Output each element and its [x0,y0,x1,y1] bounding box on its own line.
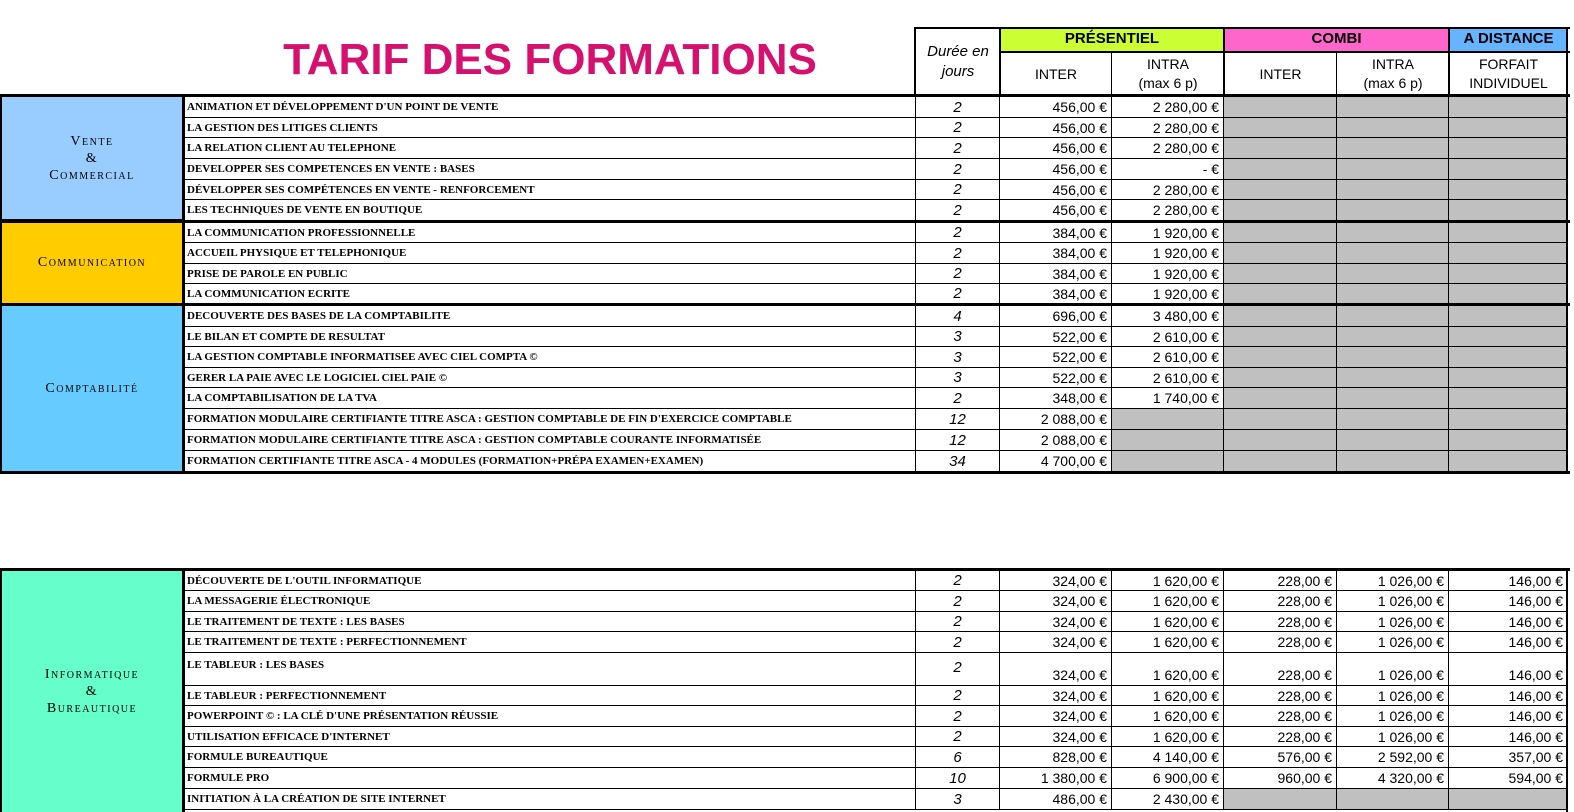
table-row [184,284,1568,304]
combi-intra-price [1337,180,1449,200]
combi-inter-price [1224,409,1337,430]
formation-name: FORMATION MODULAIRE CERTIFIANTE TITRE ASCA : GESTION COMPTABLE DE FIN D'EXERCICE COMPTABLE [184,409,916,430]
duree-cell: 2 [916,200,1000,221]
table-row [184,138,1568,159]
duree-cell: 2 [916,223,1000,243]
presentiel-inter-price: 348,00 € [1000,388,1112,409]
distance-forfait-price [1449,264,1568,284]
header-border-v2 [1111,53,1112,95]
header-combi-inter [1224,53,1337,95]
duree-cell: 2 [916,727,1000,747]
presentiel-intra-price: 1 920,00 € [1112,223,1224,243]
combi-intra-price: 2 592,00 € [1337,747,1449,768]
duree-cell: 3 [916,789,1000,810]
combi-inter-price [1224,200,1337,221]
table-row [184,612,1568,632]
header-combi-intra [1337,53,1449,95]
formation-name: FORMATION CERTIFIANTE TITRE ASCA - 4 MODULES (FORMATION+PRÉPA EXAMEN+EXAMEN) [184,451,916,472]
table-row [184,159,1568,180]
presentiel-intra-price: 1 620,00 € [1112,653,1224,686]
duree-cell: 12 [916,430,1000,451]
header-duree [916,29,1000,95]
distance-forfait-price [1449,789,1568,810]
combi-intra-price [1337,451,1449,472]
formation-name: LA COMPTABILISATION DE LA TVA [184,388,916,409]
table-row [184,789,1568,810]
presentiel-intra-price: 1 620,00 € [1112,632,1224,653]
presentiel-intra-price: 1 620,00 € [1112,706,1224,727]
distance-forfait-price [1449,388,1568,409]
table2-name-border [183,569,185,812]
distance-forfait-price: 594,00 € [1449,768,1568,789]
combi-inter-price: 228,00 € [1224,591,1337,612]
table-row [184,347,1568,368]
combi-intra-price [1337,789,1449,810]
formation-name: LE BILAN ET COMPTE DE RESULTAT [184,327,916,347]
combi-intra-price [1337,223,1449,243]
duree-cell: 2 [916,180,1000,200]
formation-name: FORMULE PRO [184,768,916,789]
combi-inter-price [1224,223,1337,243]
distance-forfait-price [1449,284,1568,304]
table-row [184,768,1568,789]
combi-inter-price [1224,388,1337,409]
combi-intra-price [1337,138,1449,159]
formation-name: PRISE DE PAROLE EN PUBLIC [184,264,916,284]
presentiel-intra-price: 2 280,00 € [1112,138,1224,159]
formation-name: LE TRAITEMENT DE TEXTE : PERFECTIONNEMENT [184,632,916,653]
combi-inter-price [1224,180,1337,200]
distance-forfait-price [1449,138,1568,159]
combi-intra-price [1337,243,1449,264]
formation-name: UTILISATION EFFICACE D'INTERNET [184,727,916,747]
presentiel-inter-price: 486,00 € [1000,789,1112,810]
presentiel-inter-price: 324,00 € [1000,571,1112,591]
combi-intra-price [1337,388,1449,409]
combi-inter-price: 228,00 € [1224,727,1337,747]
presentiel-inter-price: 324,00 € [1000,591,1112,612]
formation-name: INITIATION À LA CRÉATION DE SITE INTERNET [184,789,916,810]
presentiel-inter-price: 324,00 € [1000,706,1112,727]
table-row [184,409,1568,430]
presentiel-inter-price: 4 700,00 € [1000,451,1112,472]
presentiel-intra-price: - € [1112,159,1224,180]
combi-intra-price [1337,264,1449,284]
distance-forfait-price [1449,451,1568,472]
combi-inter-price [1224,284,1337,304]
table1-top-border [0,94,1570,97]
table-row [184,747,1568,768]
combi-inter-price [1224,243,1337,264]
presentiel-intra-price: 2 610,00 € [1112,347,1224,368]
table-row [184,368,1568,388]
table-row [184,727,1568,747]
table-row [184,653,1568,686]
presentiel-inter-price: 456,00 € [1000,200,1112,221]
header-border-v5 [1448,27,1450,95]
duree-cell: 2 [916,138,1000,159]
duree-cell: 2 [916,264,1000,284]
header-border-mid [1000,51,1570,53]
combi-intra-price: 1 026,00 € [1337,727,1449,747]
category-communication-l1: Communication [37,254,147,270]
category-vente-l2: & [85,150,99,166]
formation-name: LE TABLEUR : PERFECTIONNEMENT [184,686,916,706]
formation-name: LA COMMUNICATION ECRITE [184,284,916,304]
presentiel-inter-price: 384,00 € [1000,284,1112,304]
duree-cell: 2 [916,653,1000,686]
distance-forfait-price: 146,00 € [1449,571,1568,591]
header-distance-label: A DISTANCE [1463,30,1554,47]
presentiel-intra-price [1112,451,1224,472]
formation-name: LA MESSAGERIE ÉLECTRONIQUE [184,591,916,612]
header-presentiel-inter [1000,53,1112,95]
combi-intra-price: 1 026,00 € [1337,686,1449,706]
table1-right-border [1566,95,1568,473]
presentiel-inter-price: 324,00 € [1000,653,1112,686]
formation-name: LE TABLEUR : LES BASES [184,653,916,686]
distance-forfait-price: 146,00 € [1449,653,1568,686]
presentiel-intra-price: 1 920,00 € [1112,264,1224,284]
presentiel-intra-price [1112,430,1224,451]
category-informatique-l2: & [85,684,99,699]
combi-intra-price: 4 320,00 € [1337,768,1449,789]
combi-inter-price: 228,00 € [1224,571,1337,591]
duree-cell: 3 [916,327,1000,347]
header-intra-max: (max 6 p) [1138,75,1198,91]
category-vente-l3: Commercial [49,167,135,183]
presentiel-inter-price: 324,00 € [1000,727,1112,747]
header-individuel-label: INDIVIDUEL [1469,75,1548,91]
header-intra-max: (max 6 p) [1363,75,1423,91]
combi-inter-price: 228,00 € [1224,632,1337,653]
presentiel-intra-price: 2 280,00 € [1112,180,1224,200]
header-forfait-label: FORFAIT [1478,56,1539,72]
combi-inter-price [1224,347,1337,368]
presentiel-intra-price: 1 620,00 € [1112,571,1224,591]
combi-intra-price: 1 026,00 € [1337,591,1449,612]
table-row [184,591,1568,612]
category-vente-l1: Vente [70,133,114,149]
header-distance-forfait [1449,53,1568,95]
duree-cell: 3 [916,368,1000,388]
header-border-right [1566,27,1568,95]
combi-inter-price [1224,264,1337,284]
presentiel-inter-price: 2 088,00 € [1000,409,1112,430]
presentiel-intra-price: 2 280,00 € [1112,118,1224,138]
header-distance [1449,29,1568,51]
formation-name: LA GESTION COMPTABLE INFORMATISEE AVEC CIEL COMPTA © [184,347,916,368]
presentiel-inter-price: 456,00 € [1000,159,1112,180]
formation-name: DÉCOUVERTE DE L'OUTIL INFORMATIQUE [184,571,916,591]
table-row [184,430,1568,451]
combi-inter-price [1224,451,1337,472]
combi-inter-price: 228,00 € [1224,612,1337,632]
presentiel-inter-price: 828,00 € [1000,747,1112,768]
duree-cell: 2 [916,118,1000,138]
category-informatique [0,569,184,812]
combi-intra-price: 1 026,00 € [1337,653,1449,686]
header-duree-label: Durée en jours [927,43,989,80]
formation-name: DÉVELOPPER SES COMPÉTENCES EN VENTE - RENFORCEMENT [184,180,916,200]
table-row [184,451,1568,472]
combi-inter-price [1224,159,1337,180]
presentiel-intra-price: 1 620,00 € [1112,591,1224,612]
duree-cell: 2 [916,159,1000,180]
combi-intra-price: 1 026,00 € [1337,612,1449,632]
duree-cell: 2 [916,97,1000,118]
combi-intra-price [1337,159,1449,180]
distance-forfait-price [1449,159,1568,180]
duree-cell: 10 [916,768,1000,789]
presentiel-inter-price: 324,00 € [1000,686,1112,706]
combi-inter-price: 228,00 € [1224,706,1337,727]
page-title: TARIF DES FORMATIONS [283,35,817,84]
combi-intra-price: 1 026,00 € [1337,706,1449,727]
formation-name: GERER LA PAIE AVEC LE LOGICIEL CIEL PAIE © [184,368,916,388]
formation-name: ANIMATION ET DÉVELOPPEMENT D'UN POINT DE VENTE [184,97,916,118]
header-border-left [914,27,916,95]
presentiel-intra-price: 6 900,00 € [1112,768,1224,789]
duree-cell: 6 [916,747,1000,768]
combi-inter-price [1224,138,1337,159]
presentiel-inter-price: 384,00 € [1000,264,1112,284]
duree-cell: 2 [916,706,1000,727]
table1-name-border [183,95,185,473]
category-communication [0,221,184,305]
distance-forfait-price: 146,00 € [1449,706,1568,727]
distance-forfait-price [1449,368,1568,388]
combi-inter-price [1224,430,1337,451]
distance-forfait-price [1449,97,1568,118]
header-combi-label: COMBI [1311,30,1362,47]
presentiel-intra-price: 1 620,00 € [1112,727,1224,747]
presentiel-inter-price: 324,00 € [1000,632,1112,653]
table-row [184,180,1568,200]
table-row [184,706,1568,727]
combi-intra-price [1337,306,1449,327]
category-informatique-l3: Bureautique [46,701,138,716]
distance-forfait-price: 146,00 € [1449,686,1568,706]
distance-forfait-price: 146,00 € [1449,612,1568,632]
duree-cell: 2 [916,571,1000,591]
duree-cell: 2 [916,591,1000,612]
duree-cell: 2 [916,632,1000,653]
header-border-v3 [1223,27,1225,95]
duree-cell: 2 [916,612,1000,632]
header-intra-label: INTRA [1147,56,1189,72]
sep-communication-comptabilite [0,303,1570,306]
formation-name: LA RELATION CLIENT AU TELEPHONE [184,138,916,159]
presentiel-inter-price: 522,00 € [1000,327,1112,347]
presentiel-intra-price: 2 610,00 € [1112,327,1224,347]
combi-inter-price [1224,118,1337,138]
presentiel-inter-price: 456,00 € [1000,138,1112,159]
combi-intra-price [1337,118,1449,138]
header-intra-label: INTRA [1372,56,1414,72]
formation-name: LES TECHNIQUES DE VENTE EN BOUTIQUE [184,200,916,221]
combi-inter-price [1224,306,1337,327]
presentiel-inter-price: 324,00 € [1000,612,1112,632]
table-row [184,327,1568,347]
presentiel-intra-price: 2 610,00 € [1112,368,1224,388]
combi-intra-price [1337,97,1449,118]
presentiel-intra-price: 1 920,00 € [1112,284,1224,304]
duree-cell: 2 [916,686,1000,706]
sep-vente-communication [0,220,1570,223]
distance-forfait-price: 146,00 € [1449,632,1568,653]
presentiel-inter-price: 522,00 € [1000,368,1112,388]
table-row [184,571,1568,591]
table1-bottom-border [0,471,1570,474]
distance-forfait-price [1449,409,1568,430]
combi-inter-price: 228,00 € [1224,653,1337,686]
distance-forfait-price [1449,306,1568,327]
header-border-top [914,27,1570,29]
distance-forfait-price [1449,327,1568,347]
table-row [184,264,1568,284]
header-combi [1224,29,1449,51]
duree-cell: 2 [916,284,1000,304]
category-vente [0,95,184,221]
presentiel-inter-price: 522,00 € [1000,347,1112,368]
combi-inter-price [1224,97,1337,118]
table2-right-border [1566,569,1568,812]
combi-inter-price [1224,789,1337,810]
distance-forfait-price [1449,118,1568,138]
header-border-v1 [999,27,1001,95]
combi-inter-price: 960,00 € [1224,768,1337,789]
header-presentiel-label: PRÉSENTIEL [1064,30,1160,47]
formation-name: LA COMMUNICATION PROFESSIONNELLE [184,223,916,243]
header-border-v4 [1336,53,1337,95]
table-row [184,118,1568,138]
duree-cell: 2 [916,243,1000,264]
category-comptabilite-l1: Comptabilité [45,381,139,396]
presentiel-inter-price: 1 380,00 € [1000,768,1112,789]
formation-name: FORMATION MODULAIRE CERTIFIANTE TITRE ASCA : GESTION COMPTABLE COURANTE INFORMATISÉE [184,430,916,451]
header-inter-label: INTER [1259,65,1302,82]
presentiel-intra-price: 1 920,00 € [1112,243,1224,264]
table2-top-border [0,568,1570,571]
combi-intra-price [1337,200,1449,221]
distance-forfait-price: 146,00 € [1449,727,1568,747]
presentiel-intra-price: 4 140,00 € [1112,747,1224,768]
presentiel-inter-price: 696,00 € [1000,306,1112,327]
formation-name: POWERPOINT © : LA CLÉ D'UNE PRÉSENTATION RÉUSSIE [184,706,916,727]
distance-forfait-price: 357,00 € [1449,747,1568,768]
presentiel-intra-price: 2 430,00 € [1112,789,1224,810]
formation-name: DECOUVERTE DES BASES DE LA COMPTABILITE [184,306,916,327]
table-row [184,686,1568,706]
distance-forfait-price: 146,00 € [1449,591,1568,612]
table-row [184,388,1568,409]
duree-cell: 34 [916,451,1000,472]
presentiel-inter-price: 456,00 € [1000,118,1112,138]
presentiel-inter-price: 456,00 € [1000,97,1112,118]
presentiel-intra-price: 2 280,00 € [1112,97,1224,118]
combi-intra-price [1337,430,1449,451]
combi-inter-price [1224,368,1337,388]
formation-name: LA GESTION DES LITIGES CLIENTS [184,118,916,138]
formation-name: ACCUEIL PHYSIQUE ET TELEPHONIQUE [184,243,916,264]
combi-intra-price [1337,368,1449,388]
presentiel-intra-price: 3 480,00 € [1112,306,1224,327]
table-row [184,200,1568,221]
header-presentiel [1000,29,1224,51]
table-row [184,97,1568,118]
combi-inter-price [1224,327,1337,347]
table-row [184,632,1568,653]
header-presentiel-intra [1112,53,1224,95]
distance-forfait-price [1449,223,1568,243]
combi-intra-price [1337,347,1449,368]
distance-forfait-price [1449,200,1568,221]
formation-name: FORMULE BUREAUTIQUE [184,747,916,768]
distance-forfait-price [1449,180,1568,200]
distance-forfait-price [1449,430,1568,451]
table-row [184,243,1568,264]
duree-cell: 12 [916,409,1000,430]
presentiel-intra-price: 1 620,00 € [1112,686,1224,706]
combi-intra-price [1337,327,1449,347]
combi-inter-price: 576,00 € [1224,747,1337,768]
presentiel-inter-price: 456,00 € [1000,180,1112,200]
formation-name: DEVELOPPER SES COMPETENCES EN VENTE : BASES [184,159,916,180]
presentiel-intra-price: 1 740,00 € [1112,388,1224,409]
formation-name: LE TRAITEMENT DE TEXTE : LES BASES [184,612,916,632]
presentiel-intra-price: 2 280,00 € [1112,200,1224,221]
distance-forfait-price [1449,347,1568,368]
distance-forfait-price [1449,243,1568,264]
combi-intra-price [1337,409,1449,430]
table-row [184,306,1568,327]
category-comptabilite [0,305,184,474]
presentiel-intra-price: 1 620,00 € [1112,612,1224,632]
combi-intra-price [1337,284,1449,304]
combi-inter-price: 228,00 € [1224,686,1337,706]
duree-cell: 2 [916,388,1000,409]
combi-intra-price: 1 026,00 € [1337,571,1449,591]
duree-cell: 3 [916,347,1000,368]
presentiel-inter-price: 384,00 € [1000,223,1112,243]
presentiel-inter-price: 384,00 € [1000,243,1112,264]
table-row [184,223,1568,243]
duree-cell: 4 [916,306,1000,327]
category-informatique-l1: Informatique [44,667,140,682]
combi-intra-price: 1 026,00 € [1337,632,1449,653]
presentiel-inter-price: 2 088,00 € [1000,430,1112,451]
header-inter-label: INTER [1035,65,1077,82]
presentiel-intra-price [1112,409,1224,430]
